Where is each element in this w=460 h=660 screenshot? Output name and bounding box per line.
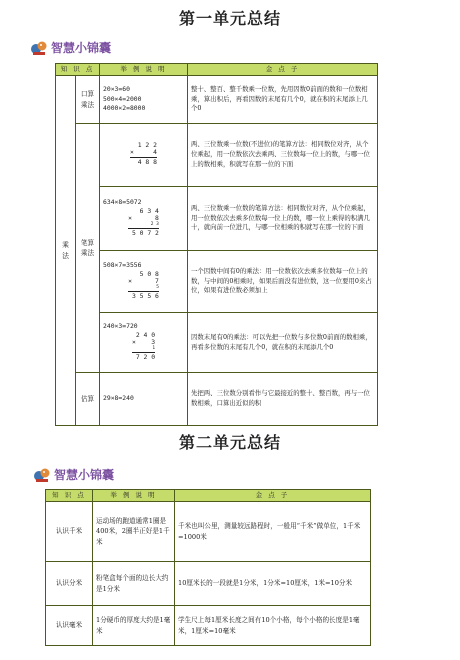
unit1-badge-label: 智慧小锦囊: [51, 40, 112, 55]
header-tip: 金 点 子: [188, 64, 378, 76]
topic-cell: 估算: [76, 373, 100, 426]
calc-multiplier: × 8: [128, 214, 159, 223]
example-cell: [100, 313, 188, 373]
vertical-calculation: [130, 142, 157, 167]
example-cell: [100, 187, 188, 251]
header-tip: 金 点 子: [175, 490, 371, 502]
unit2-title: 第二单元总结: [178, 433, 281, 452]
tip-cell: 整十、整百、整千数乘一位数，先用因数0前面的数和一位数相乘，算出积后，再看因数的末尾有几个0，就在积的末尾添上几个0: [188, 76, 378, 124]
calc-top: 5 0 8: [139, 269, 159, 278]
example-line: 4000×2=8000: [103, 104, 146, 113]
calc-result: 4 8 8: [130, 157, 157, 166]
header-example: 举 例 说 明: [93, 490, 175, 502]
example-line: 240×3=720: [103, 322, 138, 331]
example-cell: 粉笔盒每个面的边长大约是1分米: [93, 562, 175, 606]
table-row: [56, 313, 378, 373]
unit2-badge: [33, 465, 114, 483]
vertical-calculation: [132, 332, 155, 362]
unit1-badge: [30, 38, 111, 56]
calc-carry: 5: [156, 284, 159, 290]
calc-top: 1 2 2: [137, 140, 157, 149]
unit1-header-row: [56, 64, 378, 76]
vertical-calculation: [128, 271, 159, 301]
calc-carry: 1: [152, 345, 156, 351]
example-cell: [100, 373, 188, 426]
topic-cell: 认识分米: [46, 562, 93, 606]
example-cell: [100, 76, 188, 124]
calc-result: 3 5 5 6: [128, 291, 159, 300]
mascot-icon: [30, 38, 48, 56]
unit1-table: [55, 63, 378, 426]
example-line: 20×3=60: [103, 85, 130, 94]
unit2-table: [45, 489, 371, 646]
table-row: [46, 562, 371, 606]
tip-cell: 先把两、三位数分别看作与它最接近的整十、整百数，再与一位数相乘，口算出近似的积: [188, 373, 378, 426]
category-cell: 乘法: [56, 76, 76, 426]
table-row: [56, 124, 378, 187]
topic-cell: 笔算乘法: [76, 124, 100, 373]
table-row: [56, 187, 378, 251]
calc-multiplier: × 3: [131, 338, 156, 347]
example-cell: 1分硬币的厚度大约是1毫米: [93, 606, 175, 646]
header-knowledge: 知 识 点: [56, 64, 100, 76]
topic-cell: 口算乘法: [76, 76, 100, 124]
header-knowledge: 知 识 点: [46, 490, 93, 502]
tip-cell: 两、三位数乘一位数(不进位)的笔算方法：相同数位对齐，从个位乘起，用一位数依次去乘两、三位数每一位上的数，与哪一位上的数相乘，积就写在那一位的下面: [188, 124, 378, 187]
calc-top: 6 3 4: [139, 206, 159, 215]
table-row: [46, 606, 371, 646]
tip-cell: 因数末尾有0的乘法：可以先把一位数与多位数0前面的数相乘，再看多位数的末尾有几个0，就在积的末尾添几个0: [188, 313, 378, 373]
calc-multiplier: × 4: [130, 148, 157, 157]
example-line: 500×4=2000: [103, 94, 142, 103]
example-line: 508×7=3556: [103, 261, 142, 270]
calc-top: 2 4 0: [135, 330, 156, 339]
calc-result: 7 2 0: [132, 352, 155, 361]
tip-cell: 10厘米长的一段就是1分米，1分米=10厘米，1米=10分米: [175, 562, 371, 606]
calc-carry: 2 3: [150, 221, 159, 227]
vertical-calculation: [128, 208, 159, 238]
tip-cell: 一个因数中间有0的乘法：用一位数依次去乘多位数每一位上的数，与中间的0相乘时，如果后面没有进位数，这一位要用0来占位，如果有进位数必须加上: [188, 251, 378, 313]
example-cell: [100, 124, 188, 187]
topic-cell: 认识千米: [46, 502, 93, 562]
example-cell: [100, 251, 188, 313]
table-row: [46, 502, 371, 562]
table-row: [56, 251, 378, 313]
header-example: 举 例 说 明: [100, 64, 188, 76]
mascot-icon: [33, 465, 51, 483]
tip-cell: 学生尺上每1厘米长度之间有10个小格，每个小格的长度是1毫米，1厘米=10毫米: [175, 606, 371, 646]
unit2-badge-label: 智慧小锦囊: [54, 467, 115, 482]
example-cell: 运动场的跑道通常1圈是400米，2圈半正好是1千米: [93, 502, 175, 562]
topic-cell: 认识毫米: [46, 606, 93, 646]
calc-result: 5 0 7 2: [128, 228, 159, 237]
calc-multiplier: × 7: [128, 277, 159, 286]
tip-cell: 千米也叫公里，测量较远路程时，一般用“千米”做单位，1千米=1000米: [175, 502, 371, 562]
example-line: 29×8≈240: [103, 394, 134, 403]
table-row: [56, 373, 378, 426]
table-row: [56, 76, 378, 124]
tip-cell: 两、三位数乘一位数的笔算方法：相同数位对齐，从个位乘起，用一位数依次去乘多位数每一位上的数，哪一位上乘得的积满几十，就向前一位进几，与哪一位相乘的积就写在那一位的下面: [188, 187, 378, 251]
unit2-header-row: [46, 490, 371, 502]
example-line: 634×8=5072: [103, 198, 142, 207]
unit1-title: 第一单元总结: [178, 9, 281, 28]
